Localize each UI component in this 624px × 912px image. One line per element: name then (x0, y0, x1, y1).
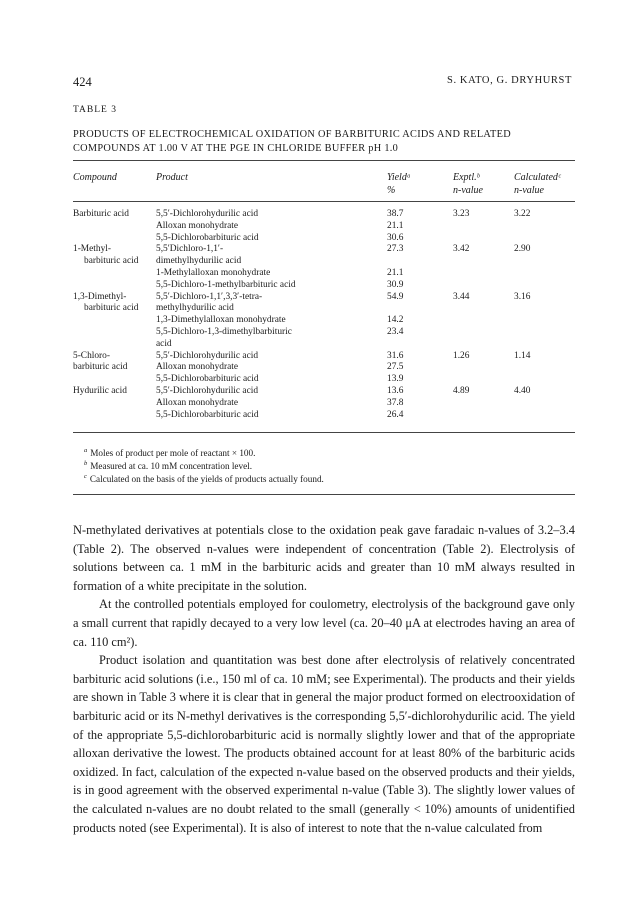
page-number: 424 (73, 75, 92, 89)
cell-exptl-n-value: 3.44 (453, 291, 470, 302)
cell-yield: 23.4 (387, 327, 404, 337)
cell-yield: 13.9 (387, 374, 404, 385)
cell-yield: 26.4 (387, 409, 404, 420)
cell-calculated-n-value: 3.16 (514, 291, 531, 302)
column-header-yield: Yieldᵃ (387, 172, 411, 183)
cell-calculated-n-value: 3.22 (514, 209, 531, 219)
cell-compound: 5-Chloro- (73, 350, 110, 361)
table-header-rule (73, 201, 575, 202)
cell-product: Alloxan monohydrate (156, 397, 239, 408)
cell-compound: barbituric acid (73, 362, 128, 373)
cell-yield: 30.9 (387, 279, 404, 290)
cell-product: dimethylhydurilic acid (156, 256, 242, 267)
cell-yield: 31.6 (387, 350, 404, 361)
body-paragraph: Product isolation and quantitation was best done after electrolysis of relatively concentrated barbituric acid solutions (i.e., 150 ml of ca. 10 mM; see Experimental). The products and their yields are shown in Table 3 where it is clear that in general the major product formed on electrooxidation of barbituric acid or its N-methyl derivatives is the corresponding 5,5′-dichlorohydurilic acid. The yield of the appropriate 5,5-dichlorobarbituric acid is normally slightly lower and that of the appropriate alloxan derivative the lowest. The products obtained account for at least 80% of the barbituric acids oxidized. In fact, calculation of the expected n-value based on the observed products and their yields, is in good agreement with the observed experimental n-value (Table 3). The slightly lower values of the calculated n-values are no doubt related to the small (generally < 10%) amounts of unidentified products noted (see Experimental). It is also of interest to note that the n-value calculated from (73, 653, 575, 835)
cell-compound: Barbituric acid (73, 209, 129, 219)
cell-exptl-n-value: 3.23 (453, 209, 470, 219)
cell-product: 5,5-Dichloro-1-methylbarbituric acid (156, 279, 296, 290)
table-bottom-rule (73, 432, 575, 433)
cell-product: 5,5′-Dichlorohydurilic acid (156, 209, 259, 219)
cell-yield: 27.3 (387, 244, 404, 255)
cell-compound: 1,3-Dimethyl- (73, 291, 127, 302)
cell-exptl-n-value: 3.42 (453, 244, 470, 255)
table-footnote: $^c$ Calculated on the basis of the yields of products actually found. (84, 473, 324, 484)
cell-product: 5,5-Dichlorobarbituric acid (156, 232, 259, 243)
cell-product: 5,5-Dichloro-1,3-dimethylbarbituric (156, 327, 292, 337)
cell-product: 5,5′Dichloro-1,1′- (156, 244, 224, 255)
cell-product: 5,5-Dichlorobarbituric acid (156, 409, 259, 420)
column-header-compound: Compound (73, 172, 117, 183)
column-header-exptl: Exptl.ᵇ (453, 172, 480, 183)
cell-yield: 21.1 (387, 268, 404, 278)
table-footnote: $^a$ Moles of product per mole of reactant × 100. (84, 447, 256, 458)
cell-product: 1-Methylalloxan monohydrate (156, 268, 271, 278)
cell-compound: 1-Methyl- (73, 244, 112, 255)
cell-calculated-n-value: 1.14 (514, 350, 531, 361)
table-footnote: $^b$ Measured at ca. 10 mM concentration level. (84, 460, 252, 471)
cell-yield: 14.2 (387, 315, 404, 326)
cell-product: 5,5′-Dichlorohydurilic acid (156, 386, 259, 396)
cell-calculated-n-value: 2.90 (514, 244, 531, 255)
cell-yield: 37.8 (387, 397, 404, 408)
table-label: TABLE 3 (73, 105, 117, 115)
body-text (73, 521, 575, 837)
cell-exptl-n-value: 1.26 (453, 350, 470, 361)
cell-calculated-n-value: 4.40 (514, 386, 531, 396)
table-title: PRODUCTS OF ELECTROCHEMICAL OXIDATION OF BARBITURIC ACIDS AND RELATED COMPOUNDS AT 1.00 V AT THE PGE IN CHLORIDE BUFFER pH 1.0 (73, 129, 511, 154)
running-header-authors: S. KATO, G. DRYHURST (447, 75, 572, 86)
table-top-rule (73, 160, 575, 161)
cell-product: Alloxan monohydrate (156, 220, 239, 231)
cell-compound: barbituric acid (84, 303, 139, 314)
cell-product: 5,5-Dichlorobarbituric acid (156, 374, 259, 385)
cell-product: 5,5′-Dichlorohydurilic acid (156, 350, 259, 361)
cell-product: Alloxan monohydrate (156, 362, 239, 373)
cell-yield: 54.9 (387, 291, 404, 302)
footnote-bottom-rule (73, 494, 575, 495)
column-header-yield-unit: % (387, 185, 396, 196)
column-header-calculated-sub: n-value (514, 185, 544, 196)
cell-yield: 30.6 (387, 232, 404, 243)
cell-product: methylhydurilic acid (156, 303, 234, 314)
cell-yield: 13.6 (387, 386, 404, 396)
column-header-calculated: Calculatedᶜ (514, 172, 561, 183)
cell-compound: barbituric acid (84, 256, 139, 267)
cell-yield: 21.1 (387, 220, 404, 231)
body-paragraph: N-methylated derivatives at potentials close to the oxidation peak gave faradaic n-values of 3.2–3.4 (Table 2). The observed n-values were independent of concentration (Table 2). Electrolysis of solutions between ca. 1 mM in the barbituric acids and greater than 10 mM always resulted in formation of a white precipitate in the solution. (73, 523, 575, 593)
column-header-exptl-sub: n-value (453, 185, 483, 196)
cell-product: 1,3-Dimethylalloxan monohydrate (156, 315, 286, 326)
column-header-product: Product (156, 172, 188, 183)
cell-exptl-n-value: 4.89 (453, 386, 470, 396)
cell-compound: Hydurilic acid (73, 386, 127, 396)
cell-product: 5,5′-Dichloro-1,1′,3,3′-tetra- (156, 291, 263, 302)
cell-yield: 27.5 (387, 362, 404, 373)
cell-product: acid (156, 338, 172, 349)
body-paragraph: At the controlled potentials employed for coulometry, electrolysis of the background gave only a small current that rapidly decayed to a very low level (ca. 20–40 μA at electrodes having an area of ca. 110 cm²). (73, 597, 575, 649)
cell-yield: 38.7 (387, 209, 404, 219)
